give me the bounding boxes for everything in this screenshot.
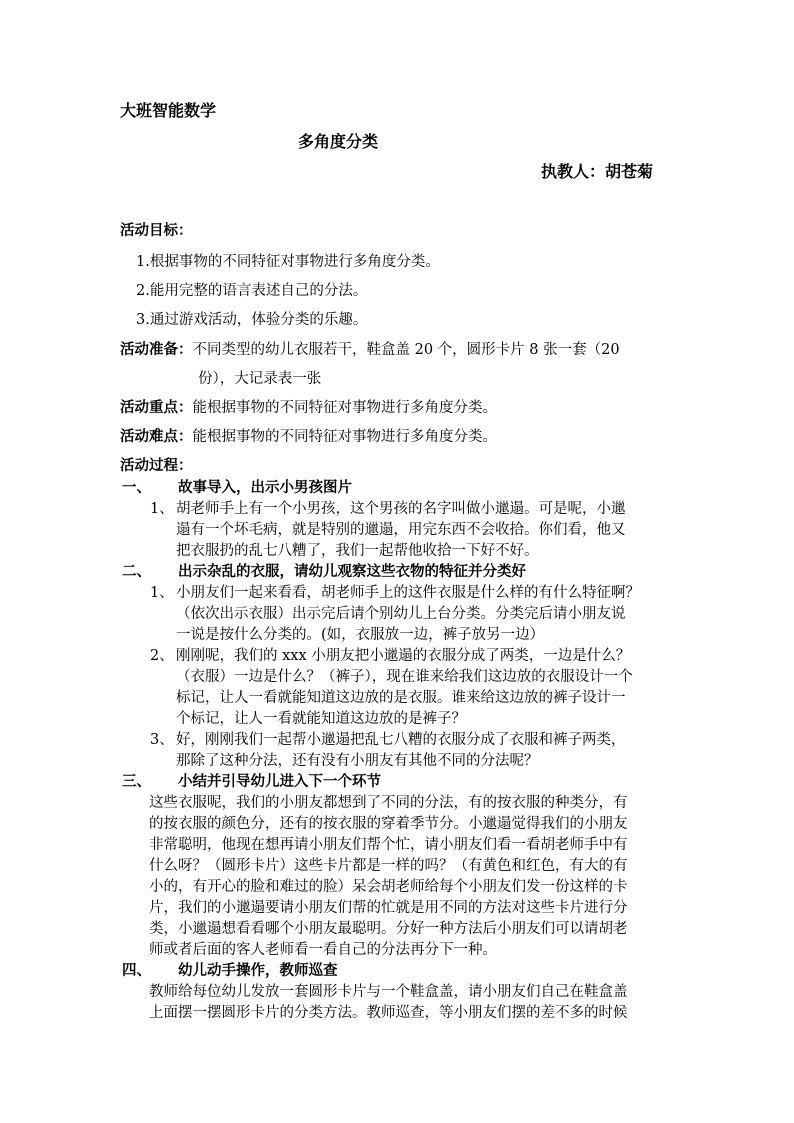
paragraph-line: 胡老师手上有一个小男孩，这个男孩的名字叫做小邋遢。可是呢，小邋 [176, 501, 626, 517]
teacher-line: 执教人：胡苍菊 [541, 162, 654, 181]
section-heading: 幼儿动手操作，教师巡查 [178, 962, 338, 979]
goal-item: 1.根据事物的不同特征对事物进行多角度分类。 [136, 254, 440, 270]
key-point-text: 能根据事物的不同特征对事物进行多角度分类。 [192, 400, 497, 416]
goal-item: 3.通过游戏活动，体验分类的乐趣。 [136, 312, 368, 328]
prep-line [120, 340, 620, 360]
difficulty-label: 活动难点： [120, 428, 193, 445]
item-number: 1、 [150, 585, 174, 601]
paragraph-line: 师或者后面的客人老师看一看自己的分法再分下一种。 [149, 942, 497, 958]
goal-item: 2.能用完整的语言表述自己的分法。 [136, 283, 368, 299]
key-point-label: 活动重点： [120, 399, 193, 416]
paragraph-line: 非常聪明，他现在想再请小朋友们帮个忙，请小朋友们看一看胡老师手中有 [149, 837, 628, 853]
difficulty-text: 能根据事物的不同特征对事物进行多角度分类。 [192, 429, 497, 445]
paragraph-line: 什么呀？（圆形卡片）这些卡片都是一样的吗？（有黄色和红色，有大的有 [149, 858, 628, 874]
paragraph-line: 把衣服扔的乱七八糟了，我们一起帮他收拾一下好不好。 [176, 543, 539, 559]
section-number: 一、 [122, 479, 151, 496]
section-number: 二、 [122, 563, 151, 580]
difficulty-line [120, 427, 497, 447]
paragraph-line: 类，小邋遢想看看哪个小朋友最聪明。分好一种方法后小朋友们可以请胡老 [149, 921, 628, 937]
paragraph-line: 好，刚刚我们一起帮小邋遢把乱七八糟的衣服分成了衣服和裤子两类， [176, 732, 626, 748]
paragraph-line: 一说是按什么分类的。(如，衣服放一边，裤子放另一边） [176, 627, 545, 643]
section-heading: 出示杂乱的衣服，请幼儿观察这些衣物的特征并分类好 [178, 563, 526, 580]
key-point-line [120, 398, 497, 418]
section-number: 三、 [122, 773, 151, 790]
item-number: 1、 [150, 501, 174, 517]
paragraph-line: 刚刚呢，我们的 xxx 小朋友把小邋遢的衣服分成了两类，一边是什么？ [176, 648, 631, 664]
paragraph-line: 教师给每位幼儿发放一套圆形卡片与一个鞋盒盖，请小朋友们自己在鞋盒盖 [149, 984, 628, 1000]
paragraph-line: 这些衣服呢，我们的小朋友都想到了不同的分法，有的按衣服的种类分，有 [149, 795, 628, 811]
paragraph-line: （衣服）一边是什么？（裤子），现在谁来给我们这边放的衣服设计一个 [176, 669, 633, 685]
paragraph-line: 遢有一个坏毛病，就是特别的邋遢，用完东西不会收拾。你们看，他又 [176, 522, 626, 538]
paragraph-line: 小的，有开心的脸和难过的脸）呆会胡老师给每个小朋友们发一份这样的卡 [149, 879, 628, 895]
goals-label: 活动目标： [120, 222, 193, 239]
prep-label: 活动准备： [120, 341, 193, 358]
paragraph-line: 的按衣服的颜色分，还有的按衣服的穿着季节分。小邋遢觉得我们的小朋友 [149, 816, 628, 832]
item-number: 3、 [150, 732, 174, 748]
prep-text-cont: 份），大记录表一张 [198, 371, 322, 387]
paragraph-line: 个标记，让人一看就能知道这边放的是裤子？ [176, 711, 466, 727]
item-number: 2、 [150, 648, 174, 664]
paragraph-line: 标记，让人一看就能知道这边放的是衣服。谁来给这边放的裤子设计一 [176, 690, 626, 706]
paragraph-line: （依次出示衣服）出示完后请个别幼儿上台分类。分类完后请小朋友说 [176, 606, 626, 622]
lesson-title: 多角度分类 [298, 132, 379, 151]
section-heading: 小结并引导幼儿进入下一个环节 [178, 773, 381, 790]
paragraph-line: 那除了这种分法，还有没有小朋友有其他不同的分法呢？ [176, 753, 539, 769]
prep-text: 不同类型的幼儿衣服若干，鞋盒盖 20 个，圆形卡片 8 张一套（20 [192, 342, 620, 358]
process-label: 活动过程： [120, 457, 193, 474]
course-name: 大班智能数学 [120, 101, 217, 120]
section-number: 四、 [122, 962, 151, 979]
paragraph-line: 上面摆一摆圆形卡片的分类方法。教师巡查，等小朋友们摆的差不多的时候 [149, 1005, 628, 1021]
paragraph-line: 片，我们的小邋遢要请小朋友们帮的忙就是用不同的方法对这些卡片进行分 [149, 900, 628, 916]
paragraph-line: 小朋友们一起来看看，胡老师手上的这件衣服是什么样的有什么特征啊？ [176, 585, 640, 601]
section-heading: 故事导入，出示小男孩图片 [178, 479, 352, 496]
